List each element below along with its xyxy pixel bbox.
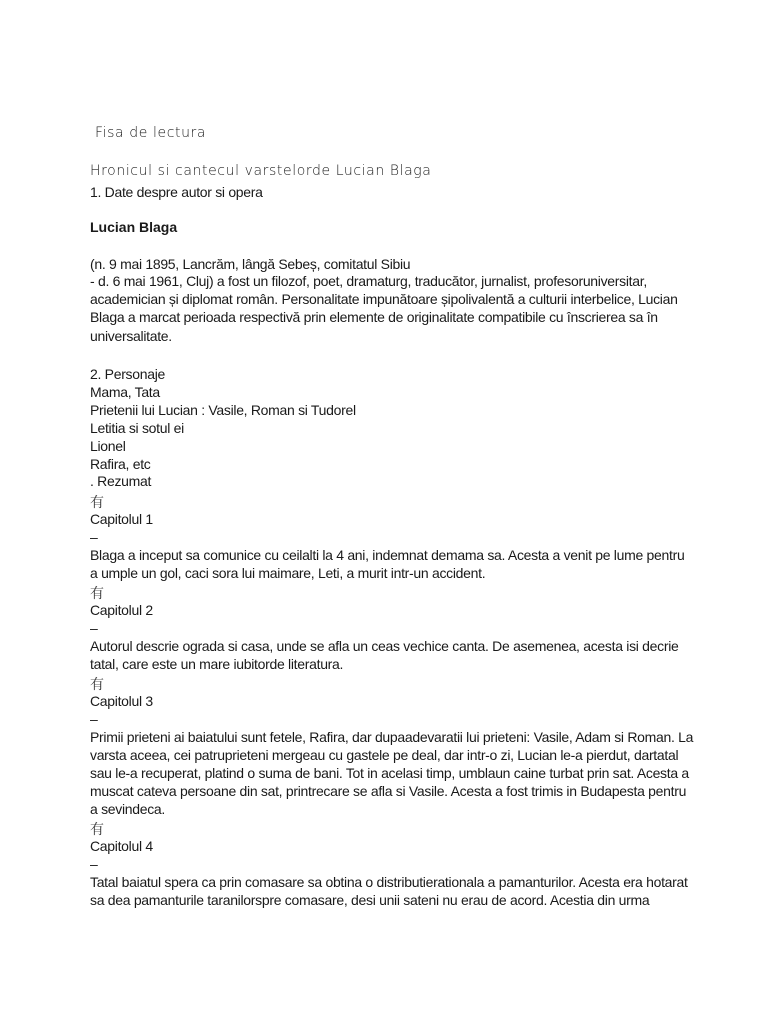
chapter-dash: –: [90, 620, 98, 636]
bio-line: academician și diplomat român. Personalitate impunătoare șipolivalentă a culturii interbelice, Lucian: [90, 291, 678, 307]
bio-line: - d. 6 mai 1961, Cluj) a fost un filozof, poet, dramaturg, traducător, jurnalist, profesoruniversitar,: [90, 273, 647, 289]
glyph-marker: 有: [90, 585, 104, 601]
bio-line: Blaga a marcat perioada respectivă prin elemente de originalitate compatibile cu înscrierea sa în: [90, 309, 658, 325]
character-line: Mama, Tata: [90, 384, 160, 400]
character-line: Lionel: [90, 438, 126, 454]
chapter-text-line: a sevindeca.: [90, 801, 166, 817]
chapter-title: Capitolul 1: [90, 511, 153, 527]
author-heading: Lucian Blaga: [90, 219, 178, 235]
character-line: Letitia si sotul ei: [90, 420, 184, 436]
chapter-dash: –: [90, 529, 98, 545]
chapter-text-line: Autorul descrie ograda si casa, unde se afla un ceas vechice canta. De asemenea, acesta isi decrie: [90, 638, 679, 654]
doc-title: Fisa de lectura: [95, 125, 207, 141]
character-line: Rafira, etc: [90, 456, 151, 472]
section-heading-characters: 2. Personaje: [90, 366, 166, 382]
chapter-dash: –: [90, 711, 98, 727]
chapter-text-line: muscat cateva persoane din sat, printrecare se afla si Vasile. Acesta a fost trimis in Budapesta pentru: [90, 783, 687, 799]
chapter-text-line: varsta aceea, cei patruprieteni mergeau cu gastele pe deal, dar intr-o zi, Lucian le-a pierdut, dartatal: [90, 747, 679, 763]
glyph-marker: 有: [90, 676, 104, 692]
chapter-text-line: Tatal baiatul spera ca prin comasare sa obtina o distributierationala a pamanturilor. Acesta era hotarat: [90, 874, 688, 890]
chapter-text-line: Blaga a inceput sa comunice cu ceilalti la 4 ani, indemnat demama sa. Acesta a venit pe lume pentru: [90, 547, 685, 563]
chapter-dash: –: [90, 856, 98, 872]
chapter-title: Capitolul 3: [90, 693, 153, 709]
chapter-text-line: tatal, care este un mare iubitorde literatura.: [90, 656, 344, 672]
chapter-title: Capitolul 4: [90, 838, 153, 854]
bio-line: universalitate.: [90, 328, 172, 344]
glyph-marker: 有: [90, 494, 104, 510]
section-heading-author: 1. Date despre autor si opera: [90, 184, 263, 200]
chapter-text-line: a umple un gol, caci sora lui maimare, Leti, a murit intr-un accident.: [90, 565, 486, 581]
chapter-text-line: sa dea pamanturile taranilorspre comasare, desi unii sateni nu erau de acord. Acestia din urma: [90, 892, 650, 908]
section-heading-summary: . Rezumat: [90, 473, 152, 489]
character-line: Prietenii lui Lucian : Vasile, Roman si Tudorel: [90, 402, 356, 418]
chapter-title: Capitolul 2: [90, 602, 153, 618]
doc-subtitle: Hronicul si cantecul varstelorde Lucian Blaga: [90, 163, 432, 179]
chapter-text-line: sau le-a recuperat, platind o suma de bani. Tot in acelasi timp, umblaun caine turbat prin sat. Acesta a: [90, 765, 689, 781]
bio-line: (n. 9 mai 1895, Lancrăm, lângă Sebeș, comitatul Sibiu: [90, 256, 411, 272]
glyph-marker: 有: [90, 821, 104, 837]
chapter-text-line: Primii prieteni ai baiatului sunt fetele, Rafira, dar dupaadevaratii lui prieteni: Vasile, Adam si Roman. La: [90, 729, 694, 745]
